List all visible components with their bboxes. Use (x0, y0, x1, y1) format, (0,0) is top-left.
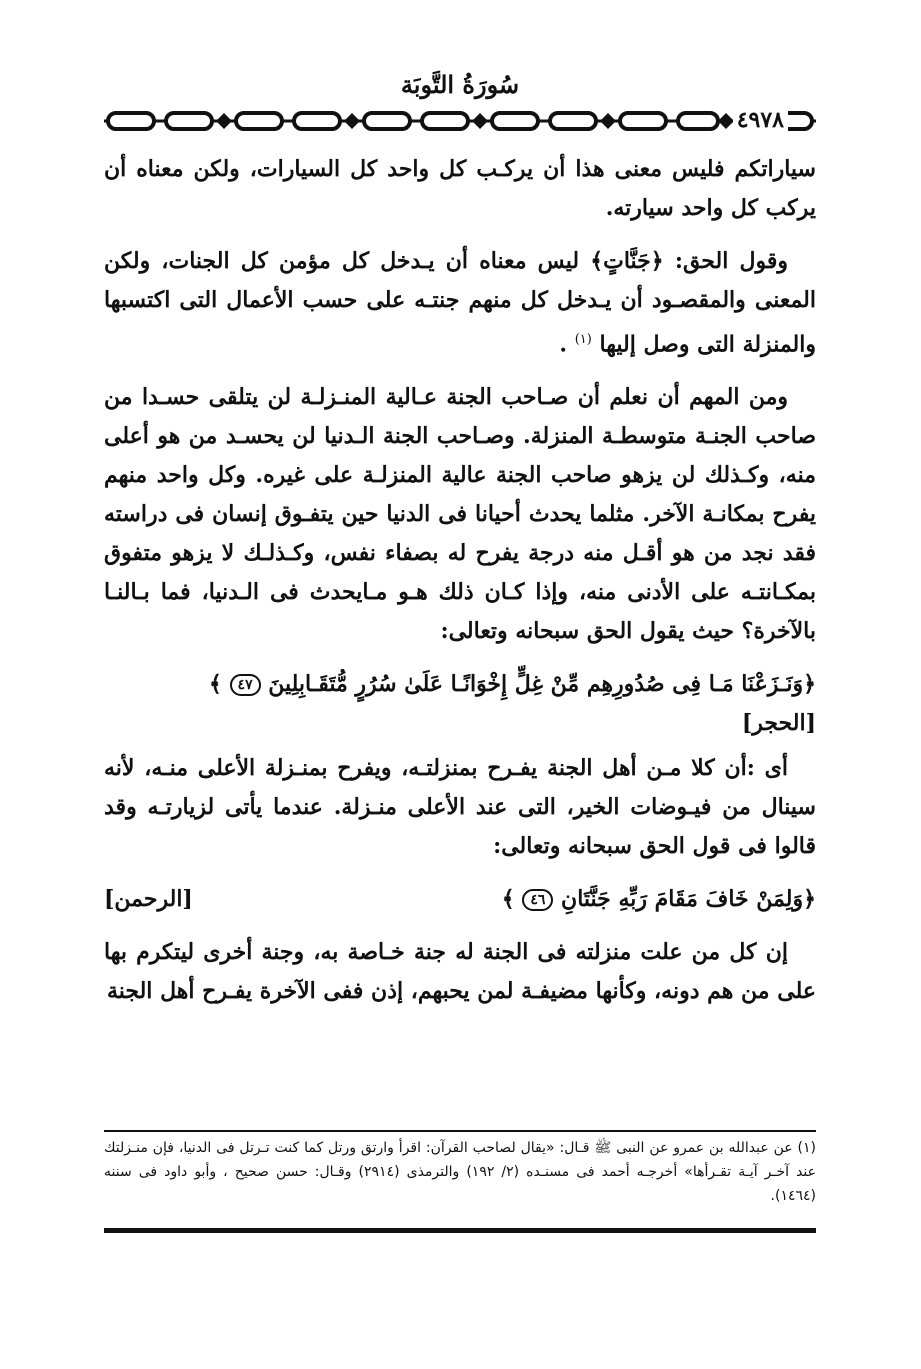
paragraph: سياراتكم فليس معنى هذا أن يركـب كل واحد كل السيارات، ولكن معناه أن يركب كل واحد سيارته. (104, 156, 816, 221)
body-text (104, 150, 816, 1025)
paragraph-end: . (559, 331, 575, 358)
paragraph: إن كل من علت منزلته فى الجنة له جنة خـاصة به، وجنة أخرى ليتكرم بها على من هم دونه، وكأنها مضيفـة لمن يحبهم، إذن ففى الآخرة يفـرح أهل الجنة (104, 939, 816, 1005)
footnote-divider (104, 1130, 816, 1132)
quran-verse (104, 880, 816, 919)
footnote: (١) عن عبدالله بن عمرو عن النبى ﷺ قـال: «يقال لصاحب القرآن: اقرأ وارتق ورتل كما كنت تـرتل فى الدنيا، فإن منـزلتك عند آخـر آيـة تقـرأها» أخرجـه أحمد فى مسنـده (٢/ ١٩٢) والترمذى (٢٩١٤) وقـال: حسن صحيح ، وأبو داود فى سننه (١٤٦٤). (104, 1140, 816, 1204)
paragraph (104, 242, 816, 364)
quran-verse-text: ﴿وَلِمَنْ خَافَ مَقَامَ رَبِّهِ جَنَّتَانِ (561, 886, 816, 913)
surah-title: سُورَةُ التَّوبَة (400, 70, 520, 99)
quran-close-bracket: ﴾ (208, 671, 222, 698)
page-number: ٤٩٧٨ (733, 105, 788, 135)
quran-close-bracket: ﴾ (501, 886, 515, 913)
bottom-rule (104, 1228, 816, 1233)
page-header (104, 62, 816, 142)
ayah-number: ٤٧ (230, 674, 261, 696)
paragraph: ومن المهم أن نعلم أن صـاحب الجنة عـالية المنـزلـة لن يتلقى حسـدا من صاحب الجنـة متوسطـة المنزلة. وصـاحب الجنة الـدنيا لن يحسـد من هو أعلى منه، وكـذلك لن يزهو صاحب الجنة عالية المنزلـة على غيره. وكل واحد منهم يفرح بمكانـة الآخر. مثلما يحدث أحيانا فى الدنيا حين يتفـوق إنسان فى دراسته فقد نجد من هو أقـل منه درجة يفرح له بصفاء نفس، وكـذلـك لا يزهو متفوق بمكـانتـه على الأدنى منه، وإذا كـان ذلك هـو مـايحدث فى الـدنيا، فما بـالنـا بالآخرة؟ حيث يقول الحق سبحانه وتعالى: (104, 384, 816, 645)
quran-verse-line (502, 880, 816, 919)
paragraph: أى :أن كلا مـن أهل الجنة يفـرح بمنزلتـه، ويفرح بمنـزلة الأعلى منـه، لأنه سينال من فيـوضات الخير، التى عند الأعلى منـزلة. عندما يأتى لزيارتـه وقد قالوا فى قول الحق سبحانه وتعالى: (104, 755, 816, 860)
surah-reference: [الحجر] (741, 710, 816, 737)
quran-verse-line (104, 665, 816, 704)
surah-reference: [الرحمن] (104, 886, 193, 913)
ornament-border (104, 110, 816, 132)
quran-verse-text: ﴿وَنَـزَعْنَا مَـا فِى صُدُورِهِم مِّنْ غِلٍّ إِخْوَانًـا عَلَىٰ سُرُرٍ مُّتَقَـابِلِينَ (268, 671, 816, 698)
quran-verse (104, 665, 816, 743)
paragraph-text: وقول الحق: ﴿جَنَّاتٍ﴾ ليس معناه أن يـدخل كل مؤمن كل الجنات، ولكن المعنى والمقصـود أن يـدخل كل منهم جنتـه على حسب الأعمال التى اكتسبها والمنزلة التى وصل إليها (104, 248, 816, 358)
ayah-number: ٤٦ (522, 889, 553, 911)
footnote-marker[interactable]: (١) (574, 332, 592, 347)
